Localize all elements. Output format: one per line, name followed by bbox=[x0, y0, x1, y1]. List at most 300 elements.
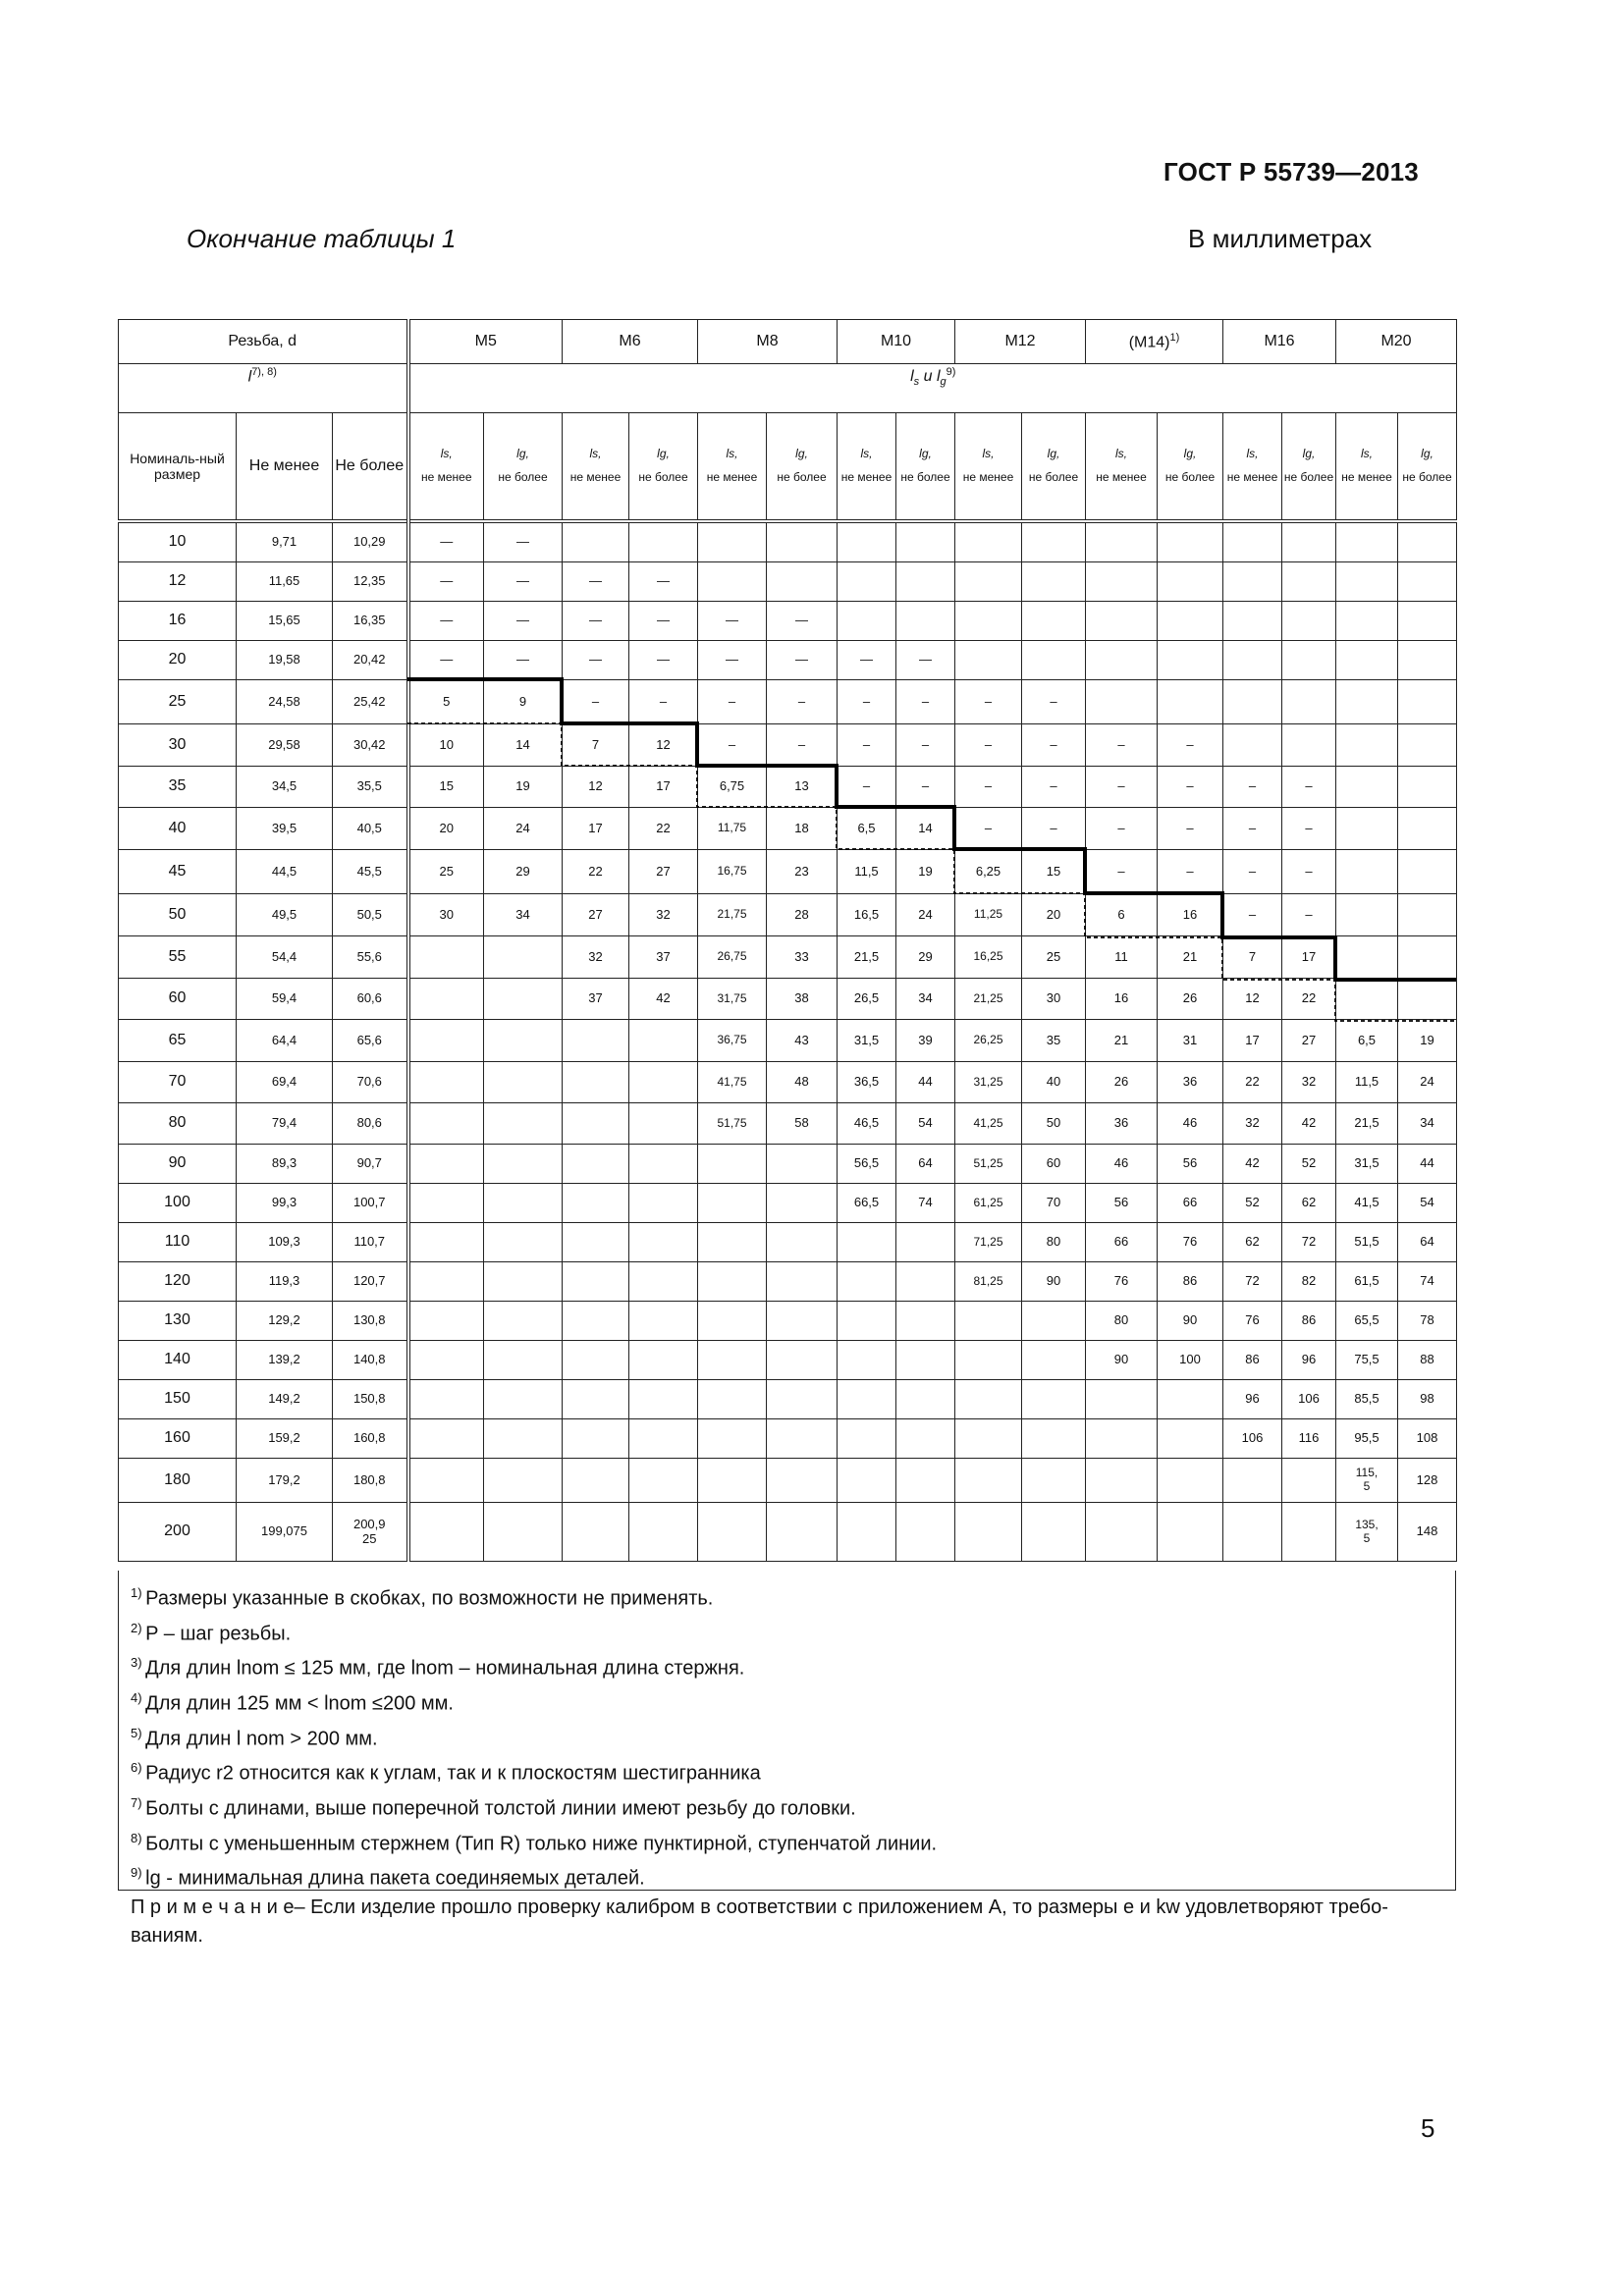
ls-value-cell: 76 bbox=[1086, 1262, 1158, 1302]
lg-value-cell: 100 bbox=[1158, 1341, 1223, 1380]
nominal-size-header: Номиналь-ный размер bbox=[119, 413, 237, 521]
min-length-cell: 129,2 bbox=[237, 1302, 333, 1341]
ls-value-cell: 17 bbox=[1223, 1020, 1282, 1062]
lg-value-cell bbox=[1282, 562, 1336, 602]
max-length-cell: 35,5 bbox=[333, 767, 408, 808]
lg-value-cell: 36 bbox=[1158, 1062, 1223, 1103]
lg-value-cell bbox=[1398, 562, 1457, 602]
ls-value-cell: 85,5 bbox=[1336, 1380, 1398, 1419]
lg-value-cell bbox=[1282, 680, 1336, 724]
ls-value-cell bbox=[408, 936, 484, 979]
ls-value-cell: 52 bbox=[1223, 1184, 1282, 1223]
lg-value-cell: — bbox=[629, 641, 698, 680]
max-length-cell: 140,8 bbox=[333, 1341, 408, 1380]
ls-value-cell: 11,25 bbox=[955, 894, 1022, 936]
ls-value-cell: 61,5 bbox=[1336, 1262, 1398, 1302]
min-length-cell: 9,71 bbox=[237, 521, 333, 562]
ls-min-header: ls, не менее bbox=[838, 413, 896, 521]
max-length-cell: 90,7 bbox=[333, 1145, 408, 1184]
min-length-cell: 54,4 bbox=[237, 936, 333, 979]
ls-value-cell: 36,75 bbox=[698, 1020, 767, 1062]
lg-value-cell: 40 bbox=[1022, 1062, 1086, 1103]
ls-value-cell bbox=[1336, 850, 1398, 894]
ls-value-cell: – bbox=[1223, 850, 1282, 894]
ls-value-cell bbox=[408, 1459, 484, 1503]
table-row bbox=[119, 1020, 1457, 1062]
lg-value-cell: 24 bbox=[896, 894, 955, 936]
lg-value-cell: 56 bbox=[1158, 1145, 1223, 1184]
lg-value-cell bbox=[1398, 894, 1457, 936]
ls-value-cell bbox=[838, 602, 896, 641]
nominal-size-cell: 90 bbox=[119, 1145, 237, 1184]
lg-value-cell bbox=[896, 1341, 955, 1380]
lg-value-cell: 54 bbox=[896, 1103, 955, 1145]
lg-value-cell bbox=[484, 1262, 563, 1302]
lg-value-cell bbox=[896, 1302, 955, 1341]
min-length-cell: 69,4 bbox=[237, 1062, 333, 1103]
ls-value-cell: – bbox=[955, 808, 1022, 850]
lg-value-cell: 148 bbox=[1398, 1503, 1457, 1562]
ls-value-cell: 11,75 bbox=[698, 808, 767, 850]
ls-min-header: ls, не менее bbox=[1086, 413, 1158, 521]
min-length-cell: 139,2 bbox=[237, 1341, 333, 1380]
ls-value-cell: 106 bbox=[1223, 1419, 1282, 1459]
ls-value-cell bbox=[698, 1503, 767, 1562]
ls-value-cell bbox=[563, 521, 629, 562]
lg-value-cell bbox=[1022, 521, 1086, 562]
ls-value-cell: 7 bbox=[1223, 936, 1282, 979]
table-row bbox=[119, 1184, 1457, 1223]
nominal-size-cell: 12 bbox=[119, 562, 237, 602]
lg-value-cell bbox=[484, 1145, 563, 1184]
table-row bbox=[119, 894, 1457, 936]
ls-min-header: ls, не менее bbox=[1336, 413, 1398, 521]
lg-value-cell: – bbox=[1282, 767, 1336, 808]
ls-value-cell: 15 bbox=[408, 767, 484, 808]
footnote: $^{7)}$ Болты с длинами, выше поперечной толстой линии имеют резьбу до головки. bbox=[131, 1794, 856, 1820]
lg-value-cell: 24 bbox=[1398, 1062, 1457, 1103]
ls-value-cell: 25 bbox=[408, 850, 484, 894]
ls-value-cell bbox=[1086, 680, 1158, 724]
table-row bbox=[119, 979, 1457, 1020]
ls-value-cell bbox=[1336, 562, 1398, 602]
lg-value-cell bbox=[1158, 680, 1223, 724]
max-length-cell: 200,9 25 bbox=[333, 1503, 408, 1562]
thread-size: M10 bbox=[838, 320, 955, 364]
lg-value-cell: 27 bbox=[1282, 1020, 1336, 1062]
nominal-size-cell: 55 bbox=[119, 936, 237, 979]
ls-value-cell: 42 bbox=[1223, 1145, 1282, 1184]
ls-value-cell: 20 bbox=[408, 808, 484, 850]
lg-value-cell bbox=[1398, 724, 1457, 767]
ls-value-cell: – bbox=[838, 680, 896, 724]
footnote: $^{6)}$ Радиус r2 относится как к углам, так и к плоскостям шестигранника bbox=[131, 1760, 761, 1785]
lg-value-cell bbox=[1398, 602, 1457, 641]
thread-size: M6 bbox=[563, 320, 698, 364]
note bbox=[131, 1894, 1443, 1922]
lg-value-cell: 14 bbox=[896, 808, 955, 850]
lg-value-cell bbox=[1022, 1419, 1086, 1459]
ls-value-cell bbox=[1223, 1503, 1282, 1562]
ls-value-cell bbox=[838, 1419, 896, 1459]
lg-value-cell bbox=[767, 521, 838, 562]
lg-value-cell: 34 bbox=[484, 894, 563, 936]
ls-value-cell: – bbox=[1223, 894, 1282, 936]
lg-value-cell: 74 bbox=[896, 1184, 955, 1223]
lg-value-cell: 42 bbox=[1282, 1103, 1336, 1145]
ls-value-cell bbox=[955, 1459, 1022, 1503]
ls-value-cell bbox=[408, 979, 484, 1020]
units-label: В миллиметрах bbox=[1188, 224, 1373, 253]
thread-label: Резьба, d bbox=[228, 332, 298, 349]
ls-value-cell: 21 bbox=[1086, 1020, 1158, 1062]
min-length-cell: 89,3 bbox=[237, 1145, 333, 1184]
lg-max-header: lg, не более bbox=[767, 413, 838, 521]
min-length-cell: 149,2 bbox=[237, 1380, 333, 1419]
footnote: $^{3)}$ Для длин lnom ≤ 125 мм, где lnom – номинальная длина стержня. bbox=[131, 1655, 745, 1680]
table-row bbox=[119, 1459, 1457, 1503]
ls-value-cell bbox=[838, 1262, 896, 1302]
lg-value-cell bbox=[1158, 602, 1223, 641]
ls-value-cell: – bbox=[1086, 767, 1158, 808]
ls-value-cell: 115, 5 bbox=[1336, 1459, 1398, 1503]
max-length-cell: 160,8 bbox=[333, 1419, 408, 1459]
table-row bbox=[119, 1145, 1457, 1184]
lg-value-cell bbox=[484, 1302, 563, 1341]
table-row bbox=[119, 521, 1457, 562]
ls-value-cell bbox=[838, 1459, 896, 1503]
thread-size: $(M14)^{1)}$ bbox=[1086, 320, 1223, 364]
lg-value-cell: — bbox=[484, 602, 563, 641]
ls-value-cell: 80 bbox=[1086, 1302, 1158, 1341]
lg-value-cell: 42 bbox=[629, 979, 698, 1020]
ls-value-cell: – bbox=[955, 767, 1022, 808]
max-length-cell: 180,8 bbox=[333, 1459, 408, 1503]
ls-value-cell bbox=[698, 1380, 767, 1419]
lg-value-cell: 86 bbox=[1282, 1302, 1336, 1341]
lg-value-cell: 20 bbox=[1022, 894, 1086, 936]
ls-value-cell bbox=[1336, 894, 1398, 936]
lg-value-cell: – bbox=[896, 767, 955, 808]
ls-value-cell: 6,5 bbox=[1336, 1020, 1398, 1062]
lg-value-cell: 90 bbox=[1022, 1262, 1086, 1302]
ls-value-cell: 17 bbox=[563, 808, 629, 850]
nominal-size-cell: 140 bbox=[119, 1341, 237, 1380]
ls-value-cell bbox=[408, 1062, 484, 1103]
lg-value-cell bbox=[629, 1380, 698, 1419]
table-row bbox=[119, 1503, 1457, 1562]
lg-value-cell: — bbox=[896, 641, 955, 680]
ls-value-cell: 16,75 bbox=[698, 850, 767, 894]
nominal-size-cell: 150 bbox=[119, 1380, 237, 1419]
ls-value-cell: 41,5 bbox=[1336, 1184, 1398, 1223]
thread-header bbox=[119, 320, 408, 364]
lg-max-header: lg, не более bbox=[484, 413, 563, 521]
lg-value-cell bbox=[767, 1184, 838, 1223]
lg-value-cell: — bbox=[767, 641, 838, 680]
lg-value-cell bbox=[484, 1419, 563, 1459]
lg-value-cell: 43 bbox=[767, 1020, 838, 1062]
lg-value-cell bbox=[1022, 1302, 1086, 1341]
ls-value-cell: 51,5 bbox=[1336, 1223, 1398, 1262]
lg-value-cell: 116 bbox=[1282, 1419, 1336, 1459]
lg-value-cell bbox=[1022, 602, 1086, 641]
ls-value-cell: 32 bbox=[1223, 1103, 1282, 1145]
ls-value-cell: 135, 5 bbox=[1336, 1503, 1398, 1562]
ls-value-cell: 11,5 bbox=[1336, 1062, 1398, 1103]
length-header: $l^{7), 8)}$ bbox=[119, 364, 408, 413]
thread-size: M12 bbox=[955, 320, 1086, 364]
lg-value-cell bbox=[629, 1103, 698, 1145]
lg-value-cell bbox=[1398, 936, 1457, 979]
ls-value-cell bbox=[408, 1419, 484, 1459]
lg-value-cell bbox=[1282, 1459, 1336, 1503]
lg-value-cell: – bbox=[1022, 808, 1086, 850]
lg-max-header: lg, не более bbox=[1398, 413, 1457, 521]
lg-value-cell: 34 bbox=[896, 979, 955, 1020]
ls-value-cell bbox=[408, 1262, 484, 1302]
table-row bbox=[119, 602, 1457, 641]
ls-value-cell: 56 bbox=[1086, 1184, 1158, 1223]
ls-value-cell: 6,25 bbox=[955, 850, 1022, 894]
ls-value-cell bbox=[1223, 724, 1282, 767]
lg-value-cell: 96 bbox=[1282, 1341, 1336, 1380]
ls-value-cell: 26,75 bbox=[698, 936, 767, 979]
lg-value-cell: – bbox=[1022, 767, 1086, 808]
ls-value-cell: 26 bbox=[1086, 1062, 1158, 1103]
min-length-cell: 79,4 bbox=[237, 1103, 333, 1145]
ls-value-cell bbox=[955, 1380, 1022, 1419]
lg-value-cell: 23 bbox=[767, 850, 838, 894]
ls-value-cell: 90 bbox=[1086, 1341, 1158, 1380]
thread-size: M16 bbox=[1223, 320, 1336, 364]
lg-value-cell: 82 bbox=[1282, 1262, 1336, 1302]
lg-value-cell: – bbox=[1158, 850, 1223, 894]
lg-value-cell bbox=[484, 1020, 563, 1062]
ls-value-cell: 96 bbox=[1223, 1380, 1282, 1419]
lg-value-cell bbox=[767, 1419, 838, 1459]
lg-value-cell bbox=[896, 1503, 955, 1562]
lg-value-cell: — bbox=[767, 602, 838, 641]
lg-value-cell: 64 bbox=[1398, 1223, 1457, 1262]
min-length-cell: 159,2 bbox=[237, 1419, 333, 1459]
ls-value-cell bbox=[1336, 936, 1398, 979]
lg-value-cell: 66 bbox=[1158, 1184, 1223, 1223]
lg-value-cell: 128 bbox=[1398, 1459, 1457, 1503]
footnote: $^{5)}$ Для длин l nom > 200 мм. bbox=[131, 1725, 378, 1750]
min-length-cell: 34,5 bbox=[237, 767, 333, 808]
ls-value-cell bbox=[698, 1419, 767, 1459]
ls-value-cell bbox=[1223, 562, 1282, 602]
nominal-size-cell: 180 bbox=[119, 1459, 237, 1503]
lg-value-cell bbox=[629, 1419, 698, 1459]
max-length-cell: 120,7 bbox=[333, 1262, 408, 1302]
ls-value-cell: – bbox=[955, 724, 1022, 767]
lg-value-cell: – bbox=[1022, 680, 1086, 724]
lg-value-cell bbox=[1158, 1419, 1223, 1459]
lg-value-cell bbox=[1398, 641, 1457, 680]
lg-value-cell bbox=[1398, 979, 1457, 1020]
lg-value-cell bbox=[1158, 1380, 1223, 1419]
lg-value-cell: 44 bbox=[896, 1062, 955, 1103]
ls-value-cell bbox=[1086, 521, 1158, 562]
lg-value-cell: 24 bbox=[484, 808, 563, 850]
note-text-continued: ваниям. bbox=[131, 1924, 203, 1947]
ls-value-cell bbox=[1086, 562, 1158, 602]
max-length-cell: 40,5 bbox=[333, 808, 408, 850]
ls-value-cell bbox=[408, 1020, 484, 1062]
note-label: П р и м е ч а н и е bbox=[131, 1896, 295, 1918]
nominal-size-cell: 160 bbox=[119, 1419, 237, 1459]
ls-min-header: ls, не менее bbox=[563, 413, 629, 521]
min-length-cell: 99,3 bbox=[237, 1184, 333, 1223]
nominal-size-cell: 10 bbox=[119, 521, 237, 562]
lg-value-cell bbox=[896, 1223, 955, 1262]
table-row bbox=[119, 1103, 1457, 1145]
ls-value-cell bbox=[1223, 641, 1282, 680]
ls-value-cell bbox=[1336, 602, 1398, 641]
max-length-cell: 55,6 bbox=[333, 936, 408, 979]
ls-lg-label: $l_s$ и $l_g$ bbox=[910, 368, 947, 389]
nominal-size-cell: 65 bbox=[119, 1020, 237, 1062]
ls-value-cell: — bbox=[563, 562, 629, 602]
lg-value-cell: 21 bbox=[1158, 936, 1223, 979]
min-length-cell: 109,3 bbox=[237, 1223, 333, 1262]
ls-value-cell bbox=[408, 1223, 484, 1262]
nominal-size-cell: 45 bbox=[119, 850, 237, 894]
ls-value-cell bbox=[1086, 602, 1158, 641]
max-length-cell: 10,29 bbox=[333, 521, 408, 562]
max-length-cell: 50,5 bbox=[333, 894, 408, 936]
lg-value-cell bbox=[1398, 808, 1457, 850]
ls-value-cell bbox=[1336, 808, 1398, 850]
ls-value-cell: 22 bbox=[1223, 1062, 1282, 1103]
lg-value-cell: — bbox=[484, 641, 563, 680]
nominal-size-cell: 120 bbox=[119, 1262, 237, 1302]
ls-value-cell: 71,25 bbox=[955, 1223, 1022, 1262]
ls-value-cell: – bbox=[1223, 767, 1282, 808]
footnote: $^{8)}$ Болты с уменьшенным стержнем (Тип R) только ниже пунктирной, ступенчатой линии. bbox=[131, 1830, 938, 1855]
ls-value-cell: 5 bbox=[408, 680, 484, 724]
lg-value-cell: 34 bbox=[1398, 1103, 1457, 1145]
nominal-size-cell: 80 bbox=[119, 1103, 237, 1145]
ls-min-header: ls, не менее bbox=[1223, 413, 1282, 521]
lg-value-cell: 30 bbox=[1022, 979, 1086, 1020]
lg-value-cell: 27 bbox=[629, 850, 698, 894]
ls-value-cell bbox=[955, 1419, 1022, 1459]
ls-value-cell bbox=[955, 1341, 1022, 1380]
lg-value-cell bbox=[767, 1341, 838, 1380]
ls-value-cell bbox=[698, 562, 767, 602]
lg-value-cell: 31 bbox=[1158, 1020, 1223, 1062]
lg-value-cell bbox=[484, 1062, 563, 1103]
lg-value-cell bbox=[1282, 641, 1336, 680]
lg-value-cell bbox=[1158, 562, 1223, 602]
nominal-size-cell: 20 bbox=[119, 641, 237, 680]
ls-value-cell: — bbox=[408, 602, 484, 641]
lg-value-cell: 14 bbox=[484, 724, 563, 767]
ls-value-cell bbox=[838, 521, 896, 562]
lg-value-cell: – bbox=[629, 680, 698, 724]
nominal-size-cell: 130 bbox=[119, 1302, 237, 1341]
lg-value-cell: 22 bbox=[629, 808, 698, 850]
lg-value-cell: 38 bbox=[767, 979, 838, 1020]
min-length-cell: 64,4 bbox=[237, 1020, 333, 1062]
lg-value-cell bbox=[484, 936, 563, 979]
lg-value-cell: 62 bbox=[1282, 1184, 1336, 1223]
ls-value-cell: 10 bbox=[408, 724, 484, 767]
lg-value-cell: 48 bbox=[767, 1062, 838, 1103]
lg-value-cell: 29 bbox=[896, 936, 955, 979]
ls-value-cell: – bbox=[1086, 850, 1158, 894]
lg-max-header: lg, не более bbox=[896, 413, 955, 521]
lg-value-cell: 90 bbox=[1158, 1302, 1223, 1341]
ls-value-cell bbox=[1086, 1419, 1158, 1459]
nominal-size-cell: 50 bbox=[119, 894, 237, 936]
nominal-size-cell: 110 bbox=[119, 1223, 237, 1262]
ls-value-cell bbox=[955, 1302, 1022, 1341]
ls-value-cell: 51,75 bbox=[698, 1103, 767, 1145]
lg-value-cell: 70 bbox=[1022, 1184, 1086, 1223]
table-row bbox=[119, 1419, 1457, 1459]
ls-value-cell: 21,75 bbox=[698, 894, 767, 936]
lg-value-cell: 64 bbox=[896, 1145, 955, 1184]
min-length-cell: 199,075 bbox=[237, 1503, 333, 1562]
lg-value-cell bbox=[1282, 724, 1336, 767]
min-length-cell: 19,58 bbox=[237, 641, 333, 680]
lg-value-cell bbox=[629, 1062, 698, 1103]
min-length-cell: 59,4 bbox=[237, 979, 333, 1020]
ls-value-cell: 75,5 bbox=[1336, 1341, 1398, 1380]
lg-value-cell: 16 bbox=[1158, 894, 1223, 936]
lg-value-cell bbox=[767, 562, 838, 602]
min-length-cell: 11,65 bbox=[237, 562, 333, 602]
table-row bbox=[119, 1223, 1457, 1262]
lg-value-cell: – bbox=[1158, 767, 1223, 808]
lg-value-cell bbox=[629, 1503, 698, 1562]
ls-value-cell bbox=[563, 1341, 629, 1380]
thread-size: M8 bbox=[698, 320, 838, 364]
table-row bbox=[119, 936, 1457, 979]
nominal-size-cell: 30 bbox=[119, 724, 237, 767]
ls-value-cell bbox=[1223, 680, 1282, 724]
lg-value-cell: 13 bbox=[767, 767, 838, 808]
lg-value-cell: – bbox=[1158, 808, 1223, 850]
ls-value-cell: 21,5 bbox=[1336, 1103, 1398, 1145]
ls-value-cell: 22 bbox=[563, 850, 629, 894]
max-length-cell: 16,35 bbox=[333, 602, 408, 641]
lg-value-cell: 58 bbox=[767, 1103, 838, 1145]
lg-value-cell: 18 bbox=[767, 808, 838, 850]
ls-value-cell: 46,5 bbox=[838, 1103, 896, 1145]
ls-value-cell: 11,5 bbox=[838, 850, 896, 894]
ls-value-cell bbox=[698, 1223, 767, 1262]
ls-value-cell: – bbox=[563, 680, 629, 724]
lg-value-cell bbox=[896, 1262, 955, 1302]
lg-value-cell bbox=[767, 1223, 838, 1262]
min-length-cell: 24,58 bbox=[237, 680, 333, 724]
ls-value-cell bbox=[1223, 602, 1282, 641]
lg-value-cell bbox=[629, 1223, 698, 1262]
footnote: $^{4)}$ Для длин 125 мм < lnom ≤200 мм. bbox=[131, 1689, 454, 1715]
lg-value-cell bbox=[484, 1184, 563, 1223]
lg-value-cell bbox=[629, 1302, 698, 1341]
table-row bbox=[119, 1302, 1457, 1341]
ls-value-cell bbox=[698, 1302, 767, 1341]
lg-value-cell: – bbox=[1282, 808, 1336, 850]
lg-value-cell: 35 bbox=[1022, 1020, 1086, 1062]
table-row bbox=[119, 724, 1457, 767]
